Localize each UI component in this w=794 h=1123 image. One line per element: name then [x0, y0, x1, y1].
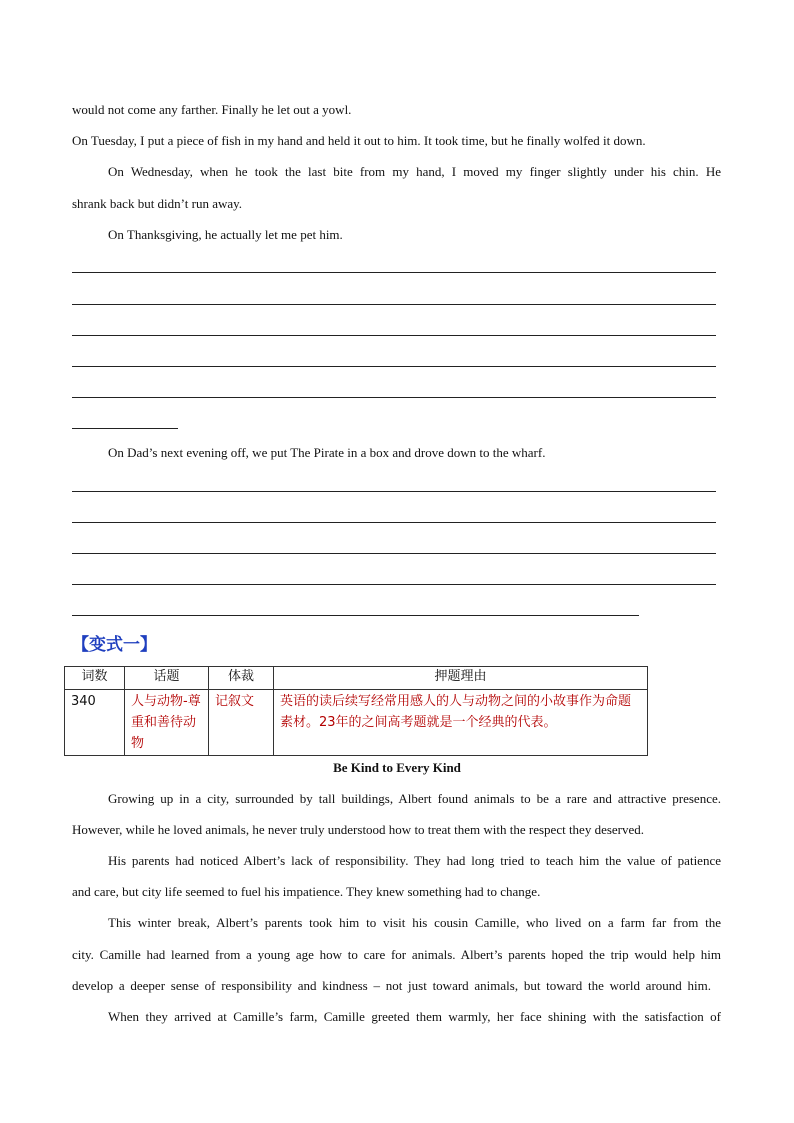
story-line: would not come any farther. Finally he let out a yowl. [72, 102, 352, 117]
story-line: and care, but city life seemed to fuel his impatience. They knew something had to change. [72, 884, 541, 899]
answer-line[interactable] [72, 615, 639, 616]
answer-line[interactable] [72, 304, 716, 305]
genre-cell: 记叙文 [209, 690, 274, 756]
story-line: Growing up in a city, surrounded by tall buildings, Albert found animals to be a rare and attractive presence. [108, 791, 721, 806]
answer-line[interactable] [72, 428, 178, 429]
story-line: On Thanksgiving, he actually let me pet him. [108, 227, 343, 242]
story-line: On Tuesday, I put a piece of fish in my hand and held it out to him. It took time, but he finally wolfed it down. [72, 133, 646, 148]
variant-heading: 【变式一】 [72, 635, 157, 655]
column-header: 押题理由 [274, 667, 648, 690]
answer-line[interactable] [72, 491, 716, 492]
story-line: This winter break, Albert’s parents took him to visit his cousin Camille, who lived on a farm far from the [108, 915, 721, 930]
answer-line[interactable] [72, 584, 716, 585]
column-header: 话题 [125, 667, 209, 690]
topic-cell: 人与动物-尊重和善待动物 [125, 690, 209, 756]
continuation-prompt: On Dad’s next evening off, we put The Pirate in a box and drove down to the wharf. [108, 445, 546, 460]
story-line: develop a deeper sense of responsibility and kindness – not just toward animals, but toward the world around him. [72, 978, 711, 993]
story-line: shrank back but didn’t run away. [72, 196, 243, 211]
story-line: When they arrived at Camille’s farm, Camille greeted them warmly, her face shining with the satisfaction of [108, 1009, 721, 1024]
answer-line[interactable] [72, 522, 716, 523]
table-row [65, 690, 648, 756]
answer-line[interactable] [72, 397, 716, 398]
story-line: city. Camille had learned from a young age how to care for animals. Albert’s parents hoped the trip would help him [72, 947, 721, 962]
answer-line[interactable] [72, 366, 716, 367]
info-table [64, 666, 648, 756]
answer-line[interactable] [72, 553, 716, 554]
column-header: 体裁 [209, 667, 274, 690]
answer-line[interactable] [72, 335, 716, 336]
story-line: However, while he loved animals, he never truly understood how to treat them with the respect they deserved. [72, 822, 645, 837]
column-header: 词数 [65, 667, 125, 690]
table-header-row [65, 667, 648, 690]
story-line: On Wednesday, when he took the last bite from my hand, I moved my finger slightly under his chin. He [108, 164, 721, 179]
answer-line[interactable] [72, 272, 716, 273]
story-line: His parents had noticed Albert’s lack of responsibility. They had long tried to teach him the value of patience [108, 853, 721, 868]
word-count-cell: 340 [65, 690, 125, 756]
story-title: Be Kind to Every Kind [333, 760, 461, 775]
reason-cell: 英语的读后续写经常用感人的人与动物之间的小故事作为命题素材。23年的之间高考题就是一个经典的代表。 [274, 690, 648, 756]
